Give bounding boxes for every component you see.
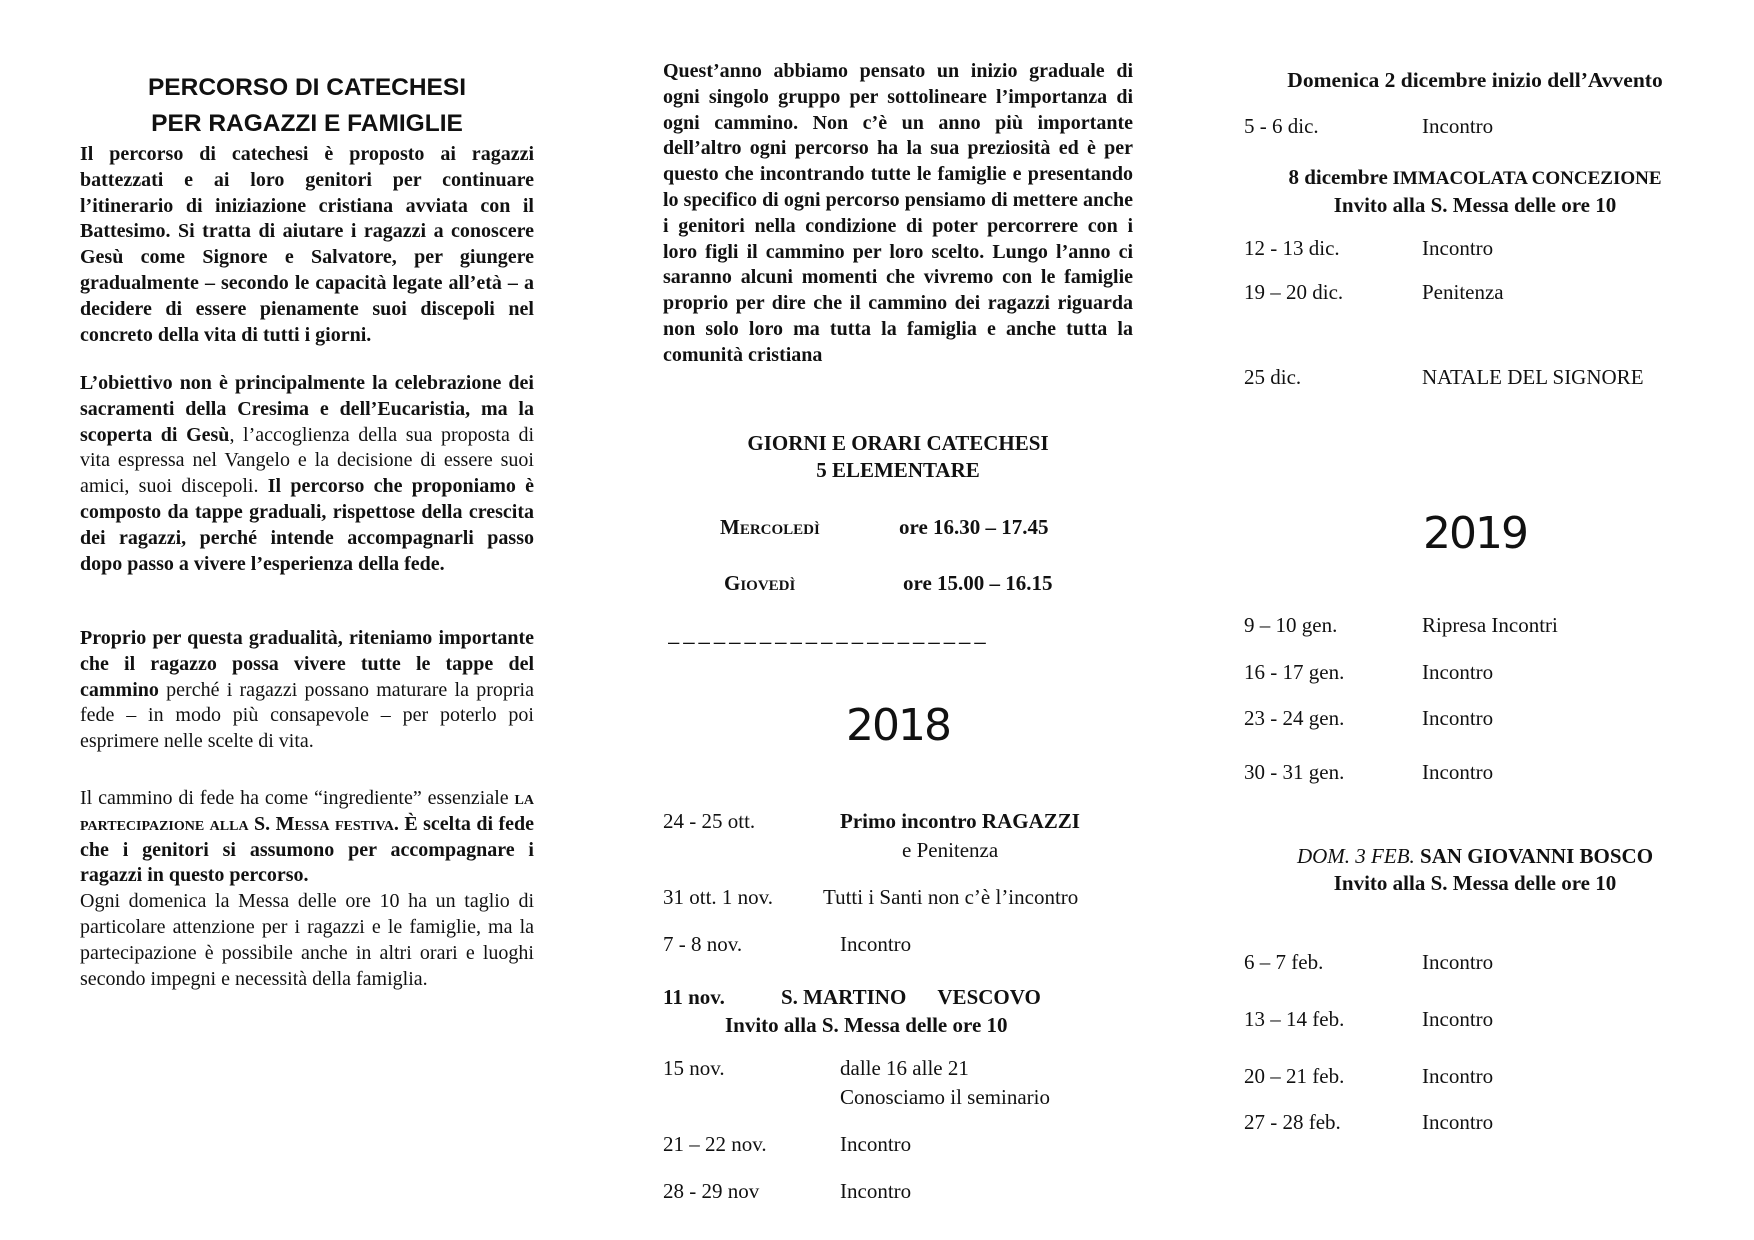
don-bosco-title: SAN GIOVANNI BOSCO [1414, 844, 1654, 868]
hours-title-line-2: 5 ELEMENTARE [816, 458, 980, 482]
hours-time: ore 15.00 – 16.15 [903, 571, 1053, 595]
event-label: S. MARTINO VESCOVO [781, 985, 1041, 1009]
event-label: Primo incontro RAGAZZI [840, 809, 1080, 833]
dashed-separator: _____________________ [668, 623, 990, 645]
hours-time: ore 16.30 – 17.45 [899, 515, 1049, 539]
event-date: 20 – 21 feb. [1244, 1064, 1345, 1088]
event-label: Incontro [1422, 114, 1494, 138]
immacolata-date: 8 dicembre [1288, 165, 1388, 189]
event-label: Incontro [1422, 236, 1494, 260]
hours-day: Giovedì [724, 571, 796, 595]
event-date: 28 - 29 nov [663, 1179, 760, 1203]
hours-title-line-1: GIORNI E ORARI CATECHESI [747, 431, 1049, 455]
event-date: 9 – 10 gen. [1244, 613, 1338, 637]
event-date: 15 nov. [663, 1056, 725, 1080]
mass-smallcaps: la partecipazione alla S. Messa festiva. [80, 787, 534, 835]
event-date: 24 - 25 ott. [663, 809, 756, 833]
event-label: Ripresa Incontri [1422, 613, 1558, 637]
don-bosco-date: DOM. 3 FEB. [1296, 844, 1415, 868]
event-label: Incontro [1422, 706, 1494, 730]
don-bosco-heading [1240, 843, 1710, 897]
event-label-line2: Conosciamo il seminario [840, 1085, 1050, 1109]
event-date: 16 - 17 gen. [1244, 660, 1345, 684]
graduality-bold: Proprio per questa gradualità, riteniamo importante che il ragazzo possa vivere tutte le tappe del cammino [80, 627, 534, 701]
event-date: 23 - 24 gen. [1244, 706, 1345, 730]
event-label: Incontro [1422, 1064, 1494, 1088]
advent-heading: Domenica 2 dicembre inizio dell’Avvento [1287, 68, 1663, 92]
event-date: 19 – 20 dic. [1244, 280, 1344, 304]
objective-regular: , l’accoglienza della sua proposta di vita espressa nel Vangelo e la decisione di essere suoi amici, suoi discepoli. [80, 423, 535, 498]
event-label: Incontro [840, 1132, 912, 1156]
event-label: dalle 16 alle 21 [840, 1056, 969, 1080]
hours-heading [663, 430, 1133, 484]
event-label: Incontro [1422, 950, 1494, 974]
objective-bold-a: L’obiettivo non è principalmente la celebrazione dei sacramenti della Cresima e dell’Eucaristia, ma la scoperta di Gesù [80, 372, 534, 446]
objective-paragraph [80, 371, 534, 577]
event-label: Incontro [840, 1179, 912, 1203]
event-date: 12 - 13 dic. [1244, 236, 1340, 260]
immacolata-invite: Invito alla S. Messa delle ore 10 [1333, 193, 1617, 217]
event-date: 11 nov. [663, 985, 725, 1009]
hours-day: Mercoledì [720, 515, 820, 539]
graduality-regular: perché i ragazzi possano maturare la propria fede – in modo più consapevole – per poterlo poi esprimere nelle scelte di vita. [80, 678, 534, 753]
event-date: 6 – 7 feb. [1244, 950, 1324, 974]
event-date: 27 - 28 feb. [1244, 1110, 1341, 1134]
title-line-2: PER RAGAZZI E FAMIGLIE [151, 110, 463, 137]
event-label: Incontro [1422, 660, 1494, 684]
event-date: 5 - 6 dic. [1244, 114, 1319, 138]
event-date: 25 dic. [1244, 365, 1302, 389]
event-label: NATALE DEL SIGNORE [1422, 365, 1644, 389]
year-heading-2019: 2019 [1423, 508, 1527, 559]
event-date: 30 - 31 gen. [1244, 760, 1345, 784]
event-date: 31 ott. 1 nov. [663, 885, 774, 909]
year-heading-2018: 2018 [846, 700, 950, 751]
mass-bold: È scelta di fede che i genitori si assumono per accompagnare i ragazzi in questo percorso. [80, 812, 534, 887]
don-bosco-invite: Invito alla S. Messa delle ore 10 [1333, 871, 1617, 895]
intro-text: Quest’anno abbiamo pensato un inizio graduale di ogni singolo gruppo per sottolineare l’importanza di ogni cammino. Non c’è un anno più importante dell’altro ogni percorso ha la sua preziosità ed è per questo che incontrando tutte le famiglie e presentando lo specifico di ogni percorso pensiamo di mettere anche i genitori nella condizione di poter percorrere con i loro figli il cammino per loro scelto. Lungo l’anno ci saranno alcuni momenti che vivremo con le famiglie proprio per dire che il cammino dei ragazzi riguarda non solo loro ma tutta la famiglia e anche tutta la comunità cristiana [663, 60, 1133, 366]
event-date: 7 - 8 nov. [663, 932, 743, 956]
event-label-line2: e Penitenza [902, 838, 999, 862]
event-label: Penitenza [1422, 280, 1504, 304]
event-label: Incontro [1422, 1110, 1494, 1134]
event-label: Incontro [840, 932, 912, 956]
graduality-paragraph [80, 626, 534, 755]
title-line-1: PERCORSO DI CATECHESI [147, 74, 467, 101]
intro-paragraph: Il percorso di catechesi è proposto ai ragazzi battezzati e ai loro genitori per continuare l’itinerario di iniziazione cristiana avviata con il Battesimo. Si tratta di aiutare i ragazzi a conoscere Gesù come Signore e Salvatore, per giungere gradualmente – secondo le capacità legate all’età – a decidere di essere pienamente suoi discepoli nel concreto della vita di tutti i giorni. [80, 143, 534, 346]
event-label: Tutti i Santi non c’è l’incontro [823, 885, 1079, 909]
mass-regular-a: Il cammino di fede ha come “ingrediente” essenziale [80, 787, 515, 809]
objective-bold-b: Il percorso che proponiamo è composto da tappe graduali, rispettose della crescita dei ragazzi, perché intende accompagnarli passo dopo passo a vivere l’esperienza della fede. [80, 475, 534, 575]
mass-paragraph [80, 786, 534, 992]
immacolata-title: IMMACOLATA CONCEZIONE [1387, 168, 1662, 189]
event-date: 21 – 22 nov. [663, 1132, 767, 1156]
event-date: 13 – 14 feb. [1244, 1007, 1345, 1031]
immacolata-heading [1240, 164, 1710, 219]
page-title [80, 70, 534, 142]
event-label-line2: Invito alla S. Messa delle ore 10 [725, 1013, 1008, 1037]
event-label: Incontro [1422, 1007, 1494, 1031]
event-label: Incontro [1422, 760, 1494, 784]
mass-regular-b: Ogni domenica la Messa delle ore 10 ha un taglio di particolare attenzione per i ragazzi e le famiglie, ma la partecipazione è possibile anche in altri orari e luoghi secondo impegni e necessità della famiglia. [80, 890, 534, 990]
